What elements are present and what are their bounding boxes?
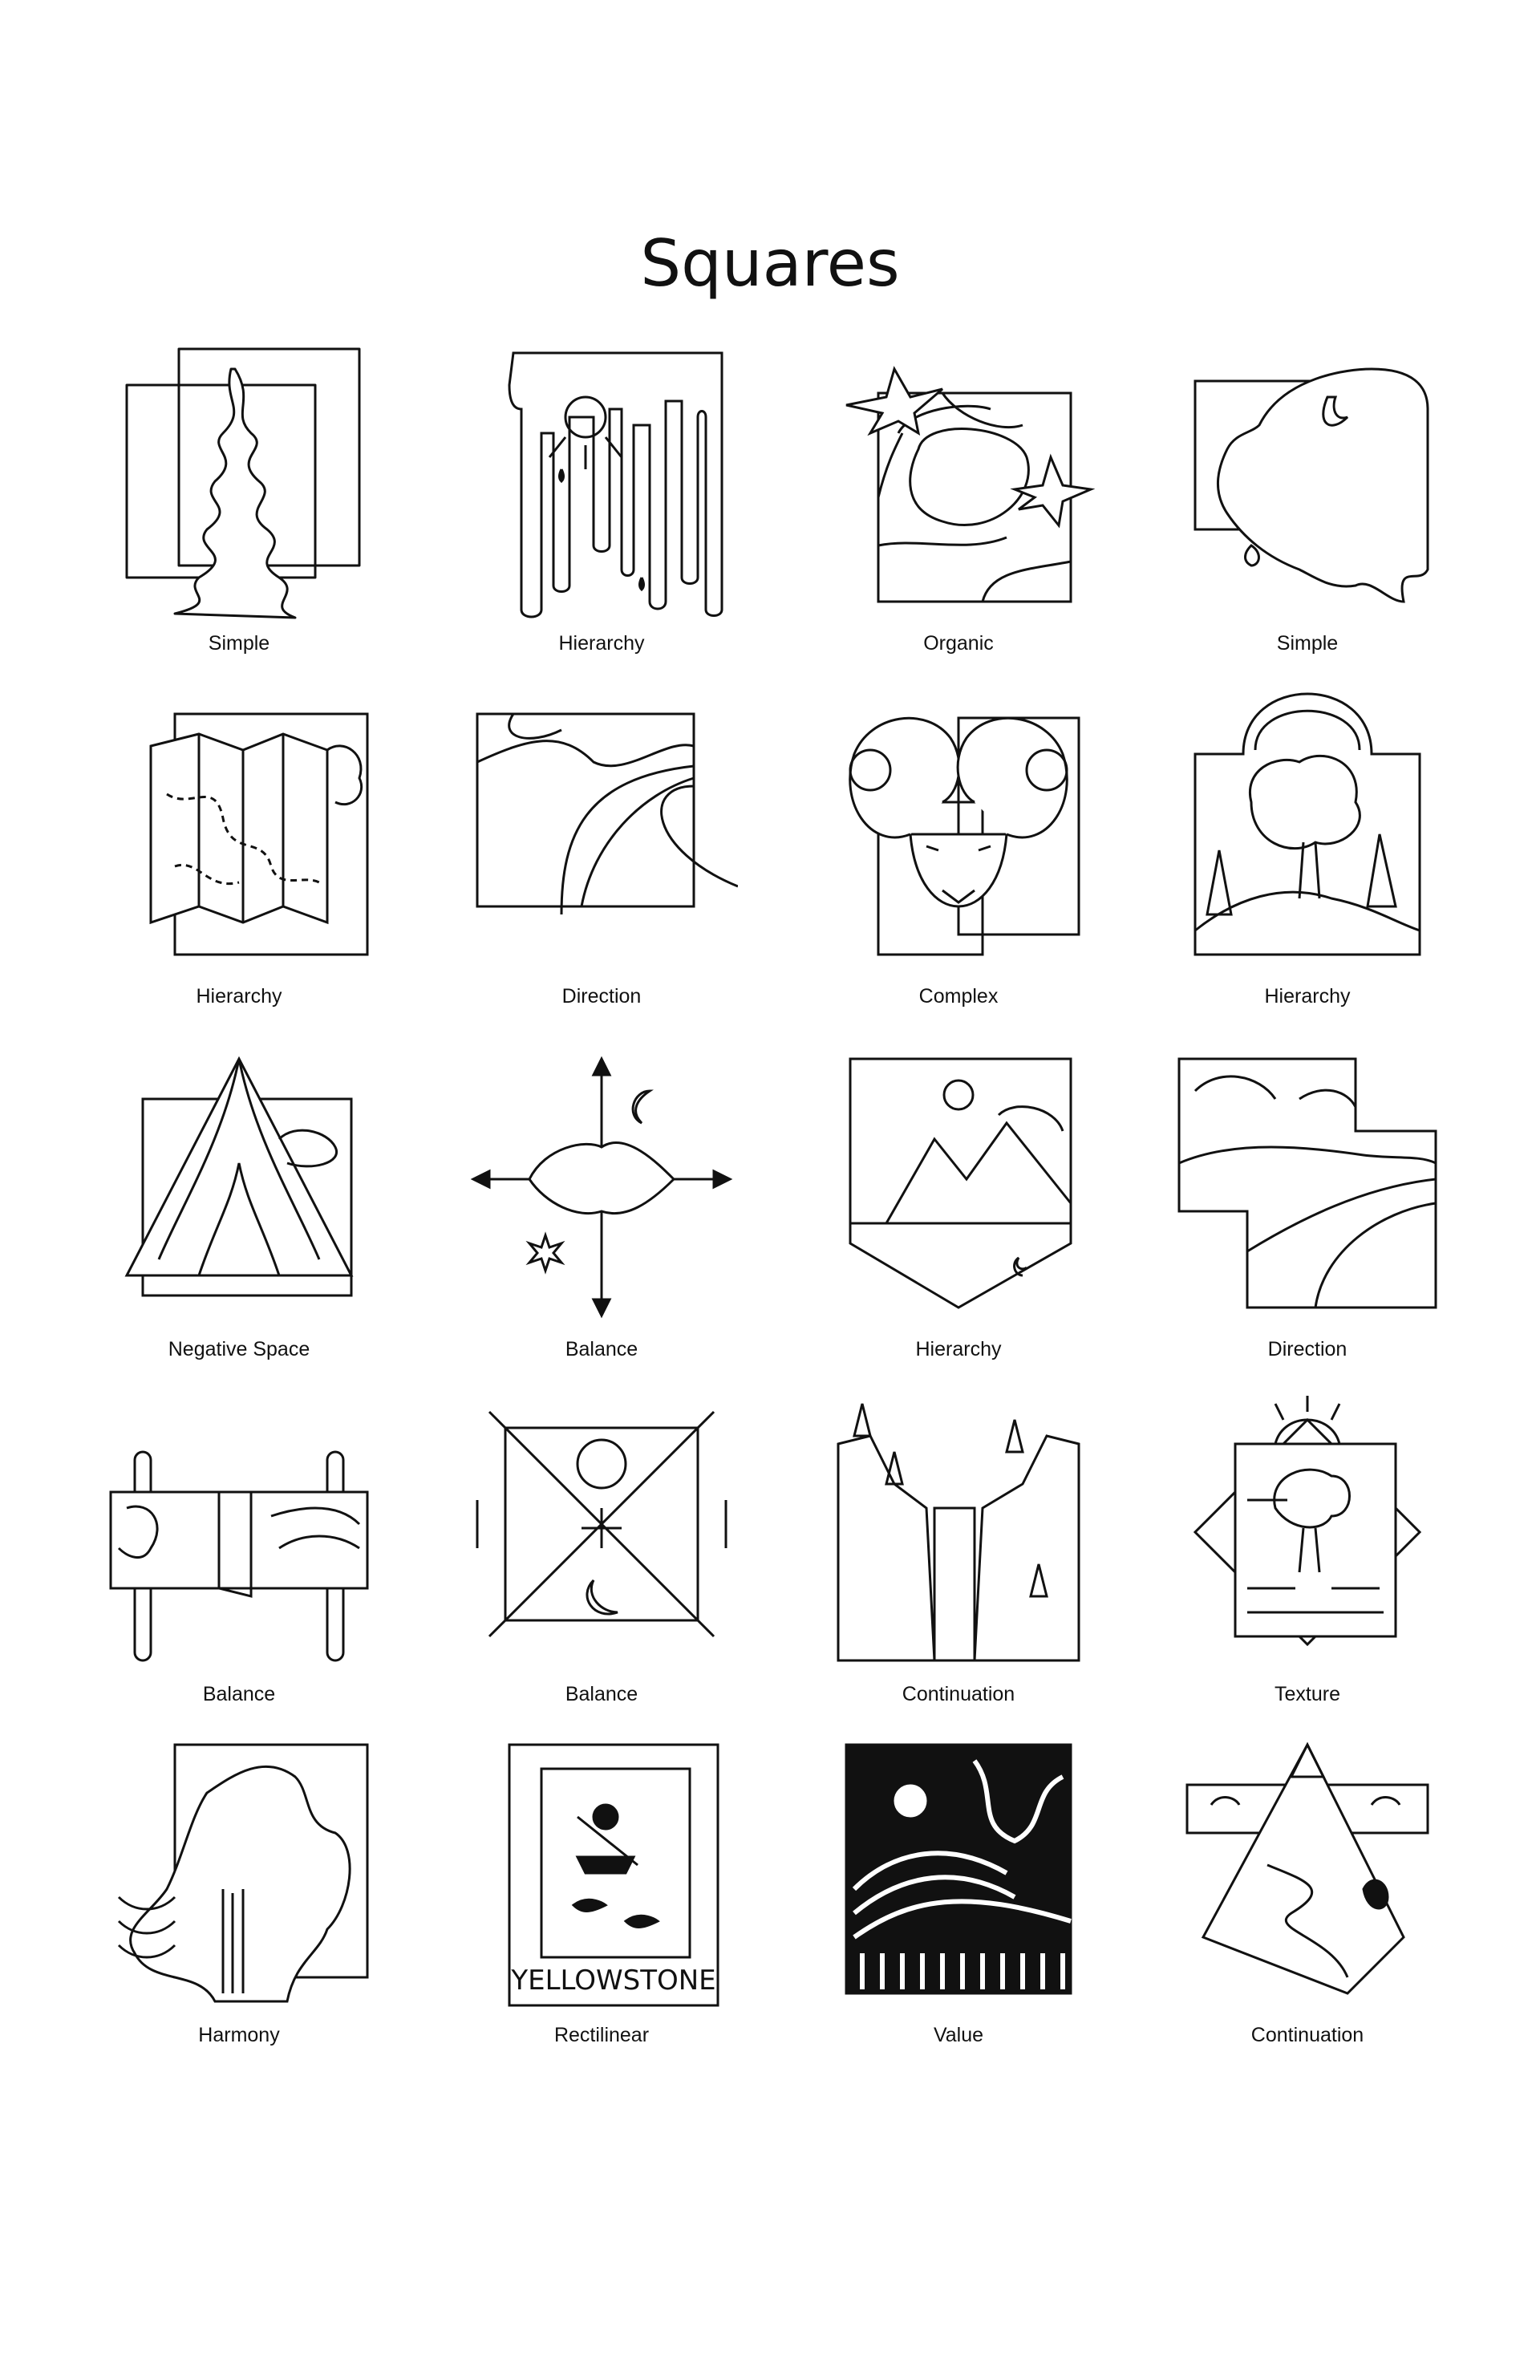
folded-map-icon bbox=[103, 690, 375, 979]
tile-caption: Balance bbox=[565, 1683, 638, 1705]
tile-caption: Hierarchy bbox=[558, 632, 645, 655]
tile-harmony bbox=[71, 1729, 407, 2047]
tile-caption: Direction bbox=[561, 985, 642, 1008]
mountain-shield-icon bbox=[822, 1043, 1095, 1332]
tile-value bbox=[790, 1729, 1127, 2047]
tile-continuation-canyon bbox=[790, 1388, 1127, 1706]
sun-moon-x-icon bbox=[465, 1388, 738, 1677]
tile-caption: Rectilinear bbox=[553, 2024, 650, 2046]
bison-head-icon bbox=[1171, 337, 1444, 626]
tile-caption: Simple bbox=[1276, 632, 1339, 655]
triangle-river-icon bbox=[1171, 1729, 1444, 2017]
bighorn-ram-icon bbox=[822, 690, 1095, 979]
tile-balance-waterfall bbox=[71, 1388, 407, 1706]
tile-caption: Organic bbox=[923, 632, 994, 655]
tree-arch-icon bbox=[1171, 690, 1444, 979]
tile-caption: Simple bbox=[208, 632, 270, 655]
canyon-waterfall-icon bbox=[822, 1388, 1095, 1677]
tile-caption: Balance bbox=[565, 1338, 638, 1360]
tile-balance-island bbox=[433, 1043, 770, 1361]
tile-complex-ram bbox=[790, 690, 1127, 1008]
tile-caption: Direction bbox=[1267, 1338, 1348, 1360]
page-title: Squares bbox=[640, 226, 900, 301]
bold-landscape-icon bbox=[822, 1729, 1095, 2017]
tile-hierarchy-sun bbox=[433, 337, 770, 655]
pine-tree-icon bbox=[103, 337, 375, 626]
floating-island-compass-icon bbox=[465, 1043, 738, 1332]
tile-hierarchy-shield bbox=[790, 1043, 1127, 1361]
sun-icicles-icon bbox=[465, 337, 738, 626]
winding-road-icon bbox=[465, 690, 738, 979]
waterfall-sign-icon bbox=[103, 1388, 375, 1677]
tile-caption: Hierarchy bbox=[915, 1338, 1002, 1360]
tile-caption: Negative Space bbox=[168, 1338, 310, 1360]
tile-caption: Continuation bbox=[902, 1683, 1015, 1705]
tile-direction-road bbox=[433, 690, 770, 1008]
tile-caption: Continuation bbox=[1250, 2024, 1364, 2046]
tile-caption: Hierarchy bbox=[196, 985, 282, 1008]
tile-texture bbox=[1139, 1388, 1476, 1706]
tile-negative-space bbox=[71, 1043, 407, 1361]
tile-caption: Hierarchy bbox=[1264, 985, 1351, 1008]
tile-simple-bison bbox=[1139, 337, 1476, 655]
tile-hierarchy-tree bbox=[1139, 690, 1476, 1008]
river-bend-icon bbox=[1171, 1043, 1444, 1332]
tile-caption: Texture bbox=[1275, 1683, 1340, 1705]
stamp-text: YELLOWSTONE bbox=[511, 1964, 716, 1997]
tile-caption: Complex bbox=[918, 985, 999, 1008]
tent-peak-icon bbox=[103, 1043, 375, 1332]
face-profile-waterfall-icon bbox=[103, 1729, 375, 2017]
tile-caption: Value bbox=[933, 2024, 984, 2046]
tile-caption: Harmony bbox=[198, 2024, 280, 2046]
tile-caption: Balance bbox=[202, 1683, 276, 1705]
tile-continuation-triangle bbox=[1139, 1729, 1476, 2047]
kayak-postcard-icon bbox=[465, 1729, 738, 2017]
tile-direction-river bbox=[1139, 1043, 1476, 1361]
tile-simple-tree bbox=[71, 337, 407, 655]
tile-hierarchy-map bbox=[71, 690, 407, 1008]
geyser-pool-birds-icon bbox=[822, 337, 1095, 626]
geyser-diamond-icon bbox=[1171, 1388, 1444, 1677]
tile-balance-x bbox=[433, 1388, 770, 1706]
tile-rectilinear bbox=[433, 1729, 770, 2047]
tile-organic bbox=[790, 337, 1127, 655]
